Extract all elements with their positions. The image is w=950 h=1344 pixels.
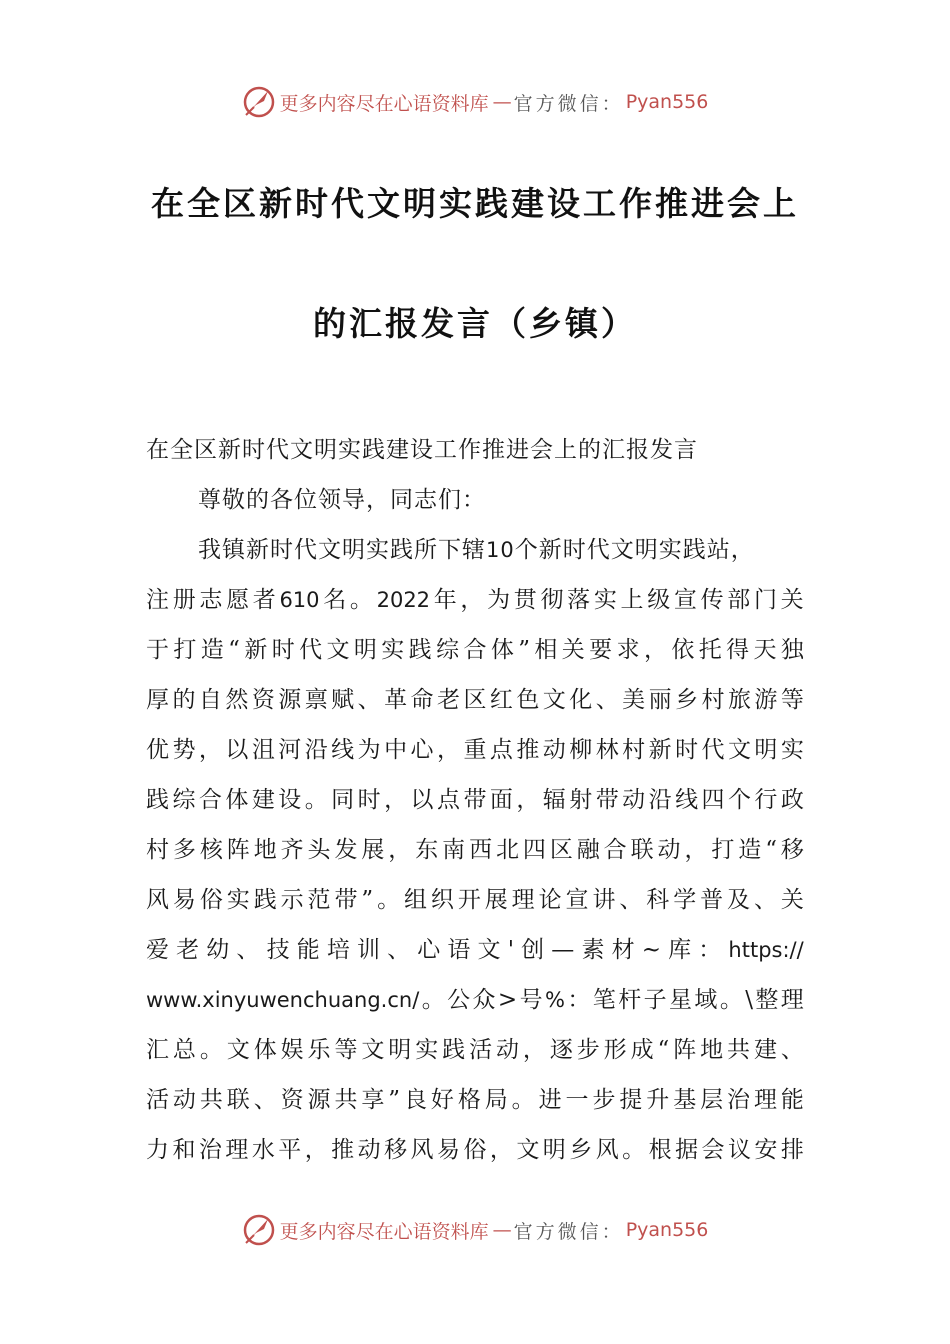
body-line: 注 册 志 愿 者 610 名 。 2022 年 ， 为 贯 彻 落 实 上 级 宣 传 部 门 关 (146, 587, 804, 613)
quill-pen-circle-icon (242, 1213, 276, 1247)
body-line: 优 势 ， 以 沮 河 沿 线 为 中 心 ， 重 点 推 动 柳 林 村 新 时 代 文 明 实 (146, 737, 804, 763)
banner-official-label: 官方微信： (513, 1220, 624, 1243)
body-line: 爱 老 幼 、 技 能 培 训 、 心 语 文 ' 创 — 素 材 ~ 库 ： https:// (146, 937, 804, 963)
body-line: 汇 总 。 文 体 娱 乐 等 文 明 实 践 活 动 ， 逐 步 形 成 “ 阵 地 共 建 、 (146, 1037, 804, 1063)
header-watermark-banner (0, 82, 950, 122)
body-line: 活 动 共 联 、 资 源 共 享 ” 良 好 格 局 。 进 一 步 提 升 基 层 治 理 能 (146, 1087, 804, 1113)
body-subtitle: 在全区新时代文明实践建设工作推进会上的汇报发言 (146, 437, 698, 463)
banner-wechat-id: Pyan556 (625, 1219, 709, 1241)
document-title-line2: 的汇报发言（乡镇） (313, 304, 637, 343)
banner-site-name: 更多内容尽在心语资料库 (279, 1220, 489, 1243)
banner-official-label: 官方微信： (513, 92, 624, 115)
body-line: 我镇新时代文明实践所下辖 10 个新时代文明实践站， (198, 537, 755, 563)
banner-wechat-id: Pyan556 (625, 91, 709, 113)
body-line: 厚 的 自 然 资 源 禀 赋 、 革 命 老 区 红 色 文 化 、 美 丽 乡 村 旅 游 等 (146, 687, 804, 713)
body-line: 于 打 造 “ 新 时 代 文 明 实 践 综 合 体 ” 相 关 要 求 ， 依 托 得 天 独 (146, 637, 804, 663)
body-line: 践 综 合 体 建 设 。 同 时 ， 以 点 带 面 ， 辐 射 带 动 沿 线 四 个 行 政 (146, 787, 804, 813)
document-body (146, 430, 804, 1180)
quill-pen-circle-icon (242, 85, 276, 119)
banner-dash: — (492, 1219, 510, 1241)
footer-watermark-banner (0, 1210, 950, 1250)
document-title-line1: 在全区新时代文明实践建设工作推进会上 (151, 184, 799, 223)
body-line: 风 易 俗 实 践 示 范 带 ” 。 组 织 开 展 理 论 宣 讲 、 科 学 普 及 、 关 (146, 887, 804, 913)
body-greeting: 尊敬的各位领导，同志们： (198, 487, 486, 513)
body-line: 力 和 治 理 水 平 ， 推 动 移 风 易 俗 ， 文 明 乡 风 。 根 据 会 议 安 排 (146, 1137, 804, 1163)
body-line: 村 多 核 阵 地 齐 头 发 展 ， 东 南 西 北 四 区 融 合 联 动 ， 打 造 “ 移 (146, 837, 804, 863)
banner-dash: — (492, 91, 510, 113)
body-line: www.xinyuwenchuang.cn/ 。 公 众 > 号 % ： 笔 杆 子 星 域 。 \ 整 理 (146, 987, 804, 1013)
banner-site-name: 更多内容尽在心语资料库 (279, 92, 489, 115)
